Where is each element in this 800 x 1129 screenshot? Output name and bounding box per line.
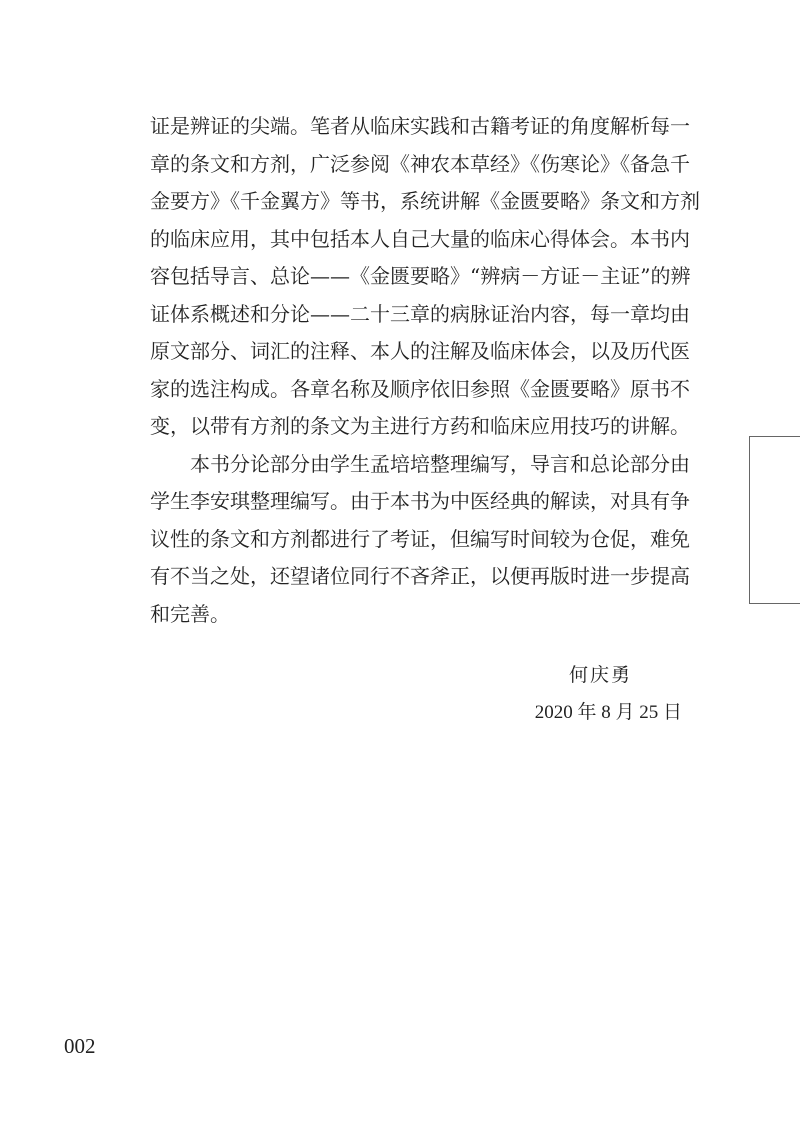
- page-number: 002: [64, 1034, 96, 1058]
- text-line: 证体系概述和分论——二十三章的病脉证治内容，每一章均由: [150, 301, 690, 326]
- text-line: 章的条文和方剂，广泛参阅《神农本草经》《伤寒论》《备急千: [150, 151, 690, 176]
- text-line: 和完善。: [150, 601, 230, 626]
- text-line: 有不当之处，还望诸位同行不吝斧正，以便再版时进一步提高: [150, 564, 690, 588]
- text-line: 金要方》《千金翼方》等书，系统讲解《金匮要略》条文和方剂: [150, 189, 700, 213]
- text-line: 的临床应用，其中包括本人自己大量的临床心得体会。本书内: [150, 226, 690, 251]
- text-line: 本书分论部分由学生孟培培整理编写，导言和总论部分由: [190, 451, 690, 476]
- text-line: 议性的条文和方剂都进行了考证，但编写时间较为仓促，难免: [150, 526, 690, 551]
- signature-date: 2020 年 8 月 25 日: [534, 702, 682, 723]
- paragraph-2: [150, 446, 690, 634]
- text-line: 变，以带有方剂的条文为主进行方药和临床应用技巧的讲解。: [150, 414, 690, 438]
- paragraph-1: [150, 108, 700, 446]
- text-line: 证是辨证的尖端。笔者从临床实践和古籍考证的角度解析每一: [150, 114, 690, 138]
- signature-block: [535, 656, 682, 732]
- page-edge-tab: [749, 436, 800, 604]
- text-line: 家的选注构成。各章名称及顺序依旧参照《金匮要略》原书不: [150, 376, 690, 401]
- text-line: 容包括导言、总论——《金匮要略》“辨病－方证－主证”的辨: [150, 264, 691, 288]
- text-line: 原文部分、词汇的注释、本人的注解及临床体会，以及历代医: [150, 339, 690, 363]
- text-line: 学生李安琪整理编写。由于本书为中医经典的解读，对具有争: [150, 489, 690, 513]
- author-name: 何庆勇: [568, 664, 632, 686]
- page-body: [150, 108, 700, 633]
